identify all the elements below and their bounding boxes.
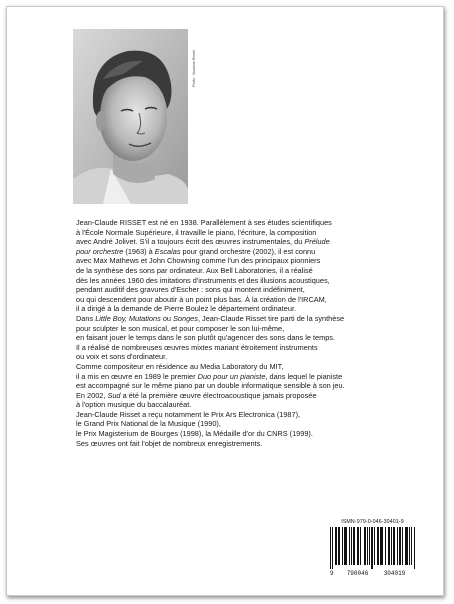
bio-text-segment: Jean-Claude RISSET est né en 1938. Parallèlement à ses études scientifiques [76,218,332,227]
barcode-bar [382,527,383,565]
bio-text-segment: ou [160,313,174,323]
bio-text-segment: Il a réalisé de nombreuses œuvres mixtes mariant étroitement instruments [76,342,318,352]
bio-text-segment: il a dirigé à la demande de Pierre Boulez le département ordinateur. [76,304,297,314]
bio-text-segment: le Grand Prix National de la Musique (1990), [76,419,221,429]
bio-text-segment: avec André Jolivet. S'il a toujours écrit des œuvres instrumentales, du [76,237,305,247]
bio-line [76,419,421,429]
bio-line [76,285,421,295]
bio-text-segment: a été la première œuvre électroacoustique jamais proposée [120,390,317,400]
barcode-bar [388,527,389,565]
bio-italic-title: Duo pour un pianiste [197,371,266,381]
barcode-bar [346,527,347,565]
barcode-bar [372,527,373,569]
bio-text-segment: le Prix Magisterium de Bourges (1998), la Médaille d'or du CNRS (1999). [76,429,313,439]
bio-line [76,295,421,305]
bio-text-segment: avec Max Mathews et John Chowning comme l'un des principaux pionniers [76,256,321,266]
barcode-bar [342,527,343,565]
bio-line [76,266,421,276]
bio-text-segment: pour grand orchestre (2002), il est connu [180,246,316,256]
bio-text-segment: à l'École Normale Supérieure, il travaille le piano, l'écriture, la composition [76,227,317,237]
barcode-bar [367,527,368,565]
biography-text [76,218,421,448]
bio-text-segment: Comme compositeur en résidence au Media Laboratory du MIT, [76,361,284,371]
barcode-bar [345,527,346,565]
barcode-bar [349,527,350,565]
bio-text-segment: Ses œuvres ont fait l'objet de nombreux enregistrements. [76,438,263,448]
barcode-digits [330,570,415,577]
bio-italic-title: pour orchestre [76,246,124,256]
bio-line [76,429,421,439]
bio-line [76,410,421,420]
barcode-digits-right: 304019 [383,570,406,577]
bio-line [76,439,421,449]
barcode-bar [335,527,336,565]
bio-text-segment: (1963) à [123,246,155,256]
barcode-bar [339,527,340,565]
barcode-bar [402,527,403,565]
barcode-bar [369,527,370,565]
bio-text-segment: à l'option musique du baccalauréat. [76,400,192,410]
bio-text-segment: dès les années 1960 des imitations d'instruments et des illusions acoustiques, [76,275,330,285]
barcode-bar [377,527,378,565]
bio-line [76,381,421,391]
barcode-bar [332,527,333,569]
bio-text-segment: en faisant jouer le temps dans le son plutôt qu'agencer des sons dans le temps. [76,333,335,343]
bio-italic-title: Little Boy, Mutations [95,313,161,323]
barcode-bar [358,527,359,565]
bio-text-segment: pour sculpter le son musical, et pour composer le son lui-même, [76,323,285,333]
barcode-bar [389,527,390,565]
bio-line [76,333,421,343]
barcode-bar [397,527,398,565]
bio-line [76,343,421,353]
barcode-bar [405,527,406,565]
barcode-bar [399,527,400,565]
bio-italic-title: Prélude [304,237,330,247]
bio-text-segment: Dans [76,313,96,323]
bio-text-segment: est accompagné sur le même piano par un double informatique sensible à son jeu. [76,381,345,391]
barcode-digits-left: 790046 [346,570,369,577]
barcode-bar [336,527,337,565]
bio-line [76,362,421,372]
barcode-bar [357,527,358,565]
barcode-bar [414,527,415,569]
barcode-bar [351,527,352,565]
bio-line [76,247,421,257]
barcode-bar [371,527,372,569]
bio-line [76,400,421,410]
bio-text-segment: En 2002, [76,390,108,400]
bio-italic-title: Sud [107,390,121,400]
bio-italic-title: Escalas [154,246,181,256]
back-cover [6,6,444,596]
bio-text-segment: , dans lequel le pianiste [265,371,343,381]
bio-line [76,324,421,334]
barcode-bar [330,527,331,569]
bio-text-segment: ou qui descendent pour aboutir à un point plus bas. À la création de l'IRCAM, [76,294,327,304]
barcode-bar [400,527,401,565]
author-photo [73,29,188,204]
bio-line [76,276,421,286]
bio-text-segment: Jean-Claude Risset a reçu notamment le Prix Ars Electronica (1987), [76,409,301,419]
ismn-label: ISMN-979-0-046-30401-9 [341,519,404,525]
barcode-bar [378,527,379,565]
barcode-bar [354,527,355,565]
barcode-bar [406,527,407,565]
barcode-bar [338,527,339,565]
bio-italic-title: Songes [173,313,198,323]
author-portrait-image [73,29,188,204]
barcode-bar [409,527,410,565]
bio-text-segment: pendant auditif des gravures d'Escher : sons qui montent indéfiniment, [76,285,305,295]
barcode-bar [407,527,408,565]
barcode-icon [330,527,415,569]
bio-line [76,228,421,238]
bio-text-segment: , Jean-Claude Risset tire parti de la synthèse [197,313,345,323]
bio-line [76,237,421,247]
barcode-bar [344,527,345,565]
bio-text-segment: il a mis en œuvre en 1989 le premier [76,371,198,381]
bio-text-segment: de la synthèse des sons par ordinateur. Aux Bell Laboratories, il a réalisé [76,265,313,275]
barcode-bar [364,527,365,565]
barcode-block [330,519,415,583]
bio-line [76,352,421,362]
barcode-bar [385,527,386,565]
barcode-bar [391,527,392,565]
barcode-bar [411,527,412,565]
bio-line [76,304,421,314]
barcode-digit-first: 9 [330,570,334,577]
bio-line [76,314,421,324]
bio-line [76,372,421,382]
bio-line [76,256,421,266]
bio-text-segment: ou voix et sons d'ordinateur. [76,352,168,362]
barcode-bar [360,527,361,565]
barcode-bar [381,527,382,565]
bio-line [76,391,421,401]
barcode-bar [394,527,395,565]
bio-line [76,218,421,228]
photo-credit: Photo : Suzanne Risset [192,50,196,87]
barcode-bar [365,527,366,565]
barcode-bar [353,527,354,565]
barcode-bar [374,527,375,565]
barcode-bar [380,527,381,565]
barcode-bar [393,527,394,565]
